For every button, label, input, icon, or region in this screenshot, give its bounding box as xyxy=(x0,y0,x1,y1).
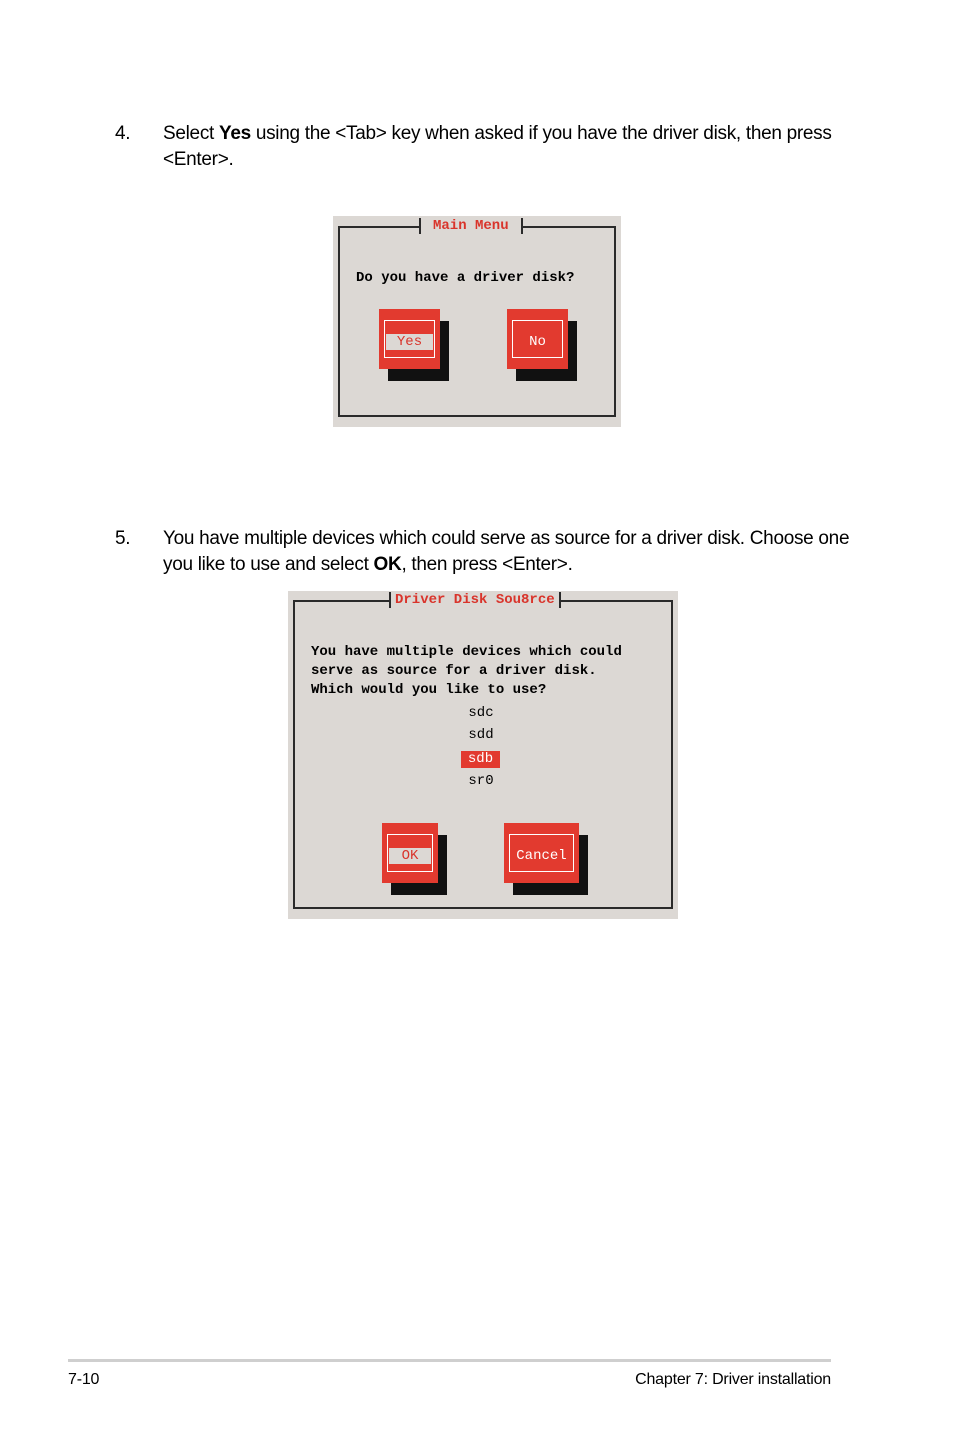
step-5-text: You have multiple devices which could serve as source for a driver disk. Choose one you like to use and select OK, then press <Enter>. xyxy=(163,528,850,575)
cancel-button-label: Cancel xyxy=(516,848,567,864)
device-item-sdd[interactable]: sdd xyxy=(468,727,494,743)
yes-button-label: Yes xyxy=(386,334,433,350)
step-5-number: 5. xyxy=(115,528,131,549)
device-item-sdb-selected[interactable]: sdb xyxy=(461,751,500,768)
chapter-title: Chapter 7: Driver installation xyxy=(635,1371,831,1388)
dialog-title: Driver Disk Sou8rce xyxy=(389,592,561,608)
driver-disk-source-dialog xyxy=(288,591,678,919)
step-4-number: 4. xyxy=(115,123,131,144)
dialog-message: Do you have a driver disk? xyxy=(356,270,575,286)
device-item-sr0[interactable]: sr0 xyxy=(468,773,494,789)
dialog-title: Main Menu xyxy=(419,218,523,234)
no-button-label: No xyxy=(529,334,546,350)
driver-disk-dialog xyxy=(333,216,621,427)
step-4-text: Select Yes using the <Tab> key when asked if you have the driver disk, then press <Enter>. xyxy=(163,123,832,170)
footer-rule xyxy=(68,1359,831,1362)
page-number: 7-10 xyxy=(68,1371,100,1388)
ok-button-label: OK xyxy=(389,848,431,864)
dialog-message: You have multiple devices which could serve as source for a driver disk. Which would you like to use? xyxy=(311,644,622,698)
device-item-sdc[interactable]: sdc xyxy=(468,705,494,721)
